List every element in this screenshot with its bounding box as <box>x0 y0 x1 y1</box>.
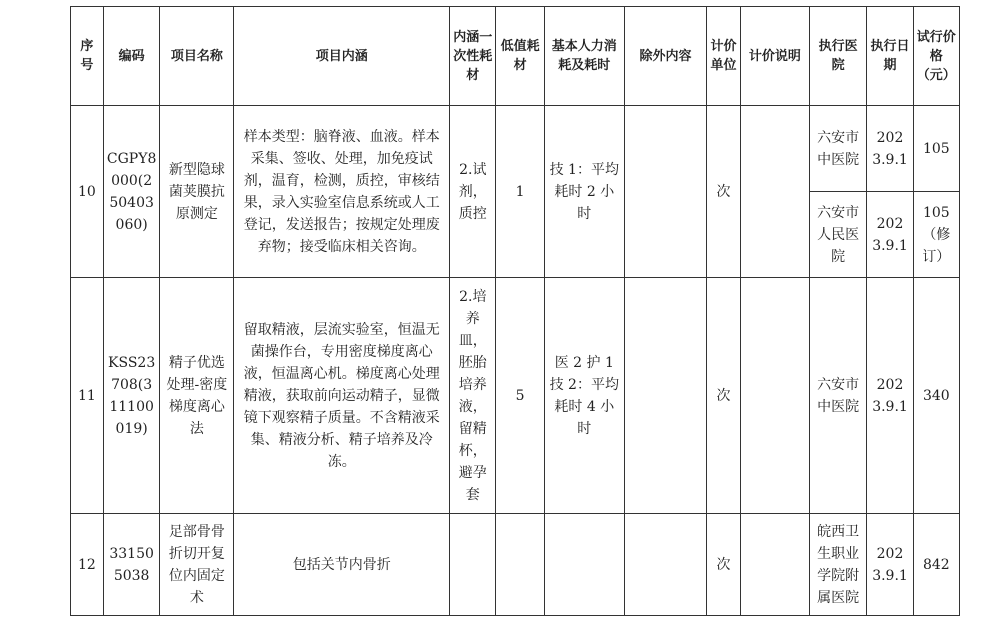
cell-content: 包括关节内骨折 <box>234 514 450 616</box>
cell-name: 足部骨骨折切开复位内固定术 <box>160 514 234 616</box>
cell-low-value: 5 <box>496 278 544 514</box>
cell-hospital: 六安市中医院 <box>809 106 867 192</box>
cell-seq: 10 <box>71 106 104 278</box>
cell-labor <box>544 514 624 616</box>
cell-date: 2023.9.1 <box>867 278 913 514</box>
header-note: 计价说明 <box>741 7 810 106</box>
cell-price: 340 <box>913 278 959 514</box>
table-row <box>71 514 960 616</box>
cell-disposable: 2.培养皿，胚胎培养液，留精杯，避孕套 <box>450 278 496 514</box>
cell-disposable <box>450 514 496 616</box>
header-unit: 计价单位 <box>707 7 741 106</box>
cell-unit: 次 <box>707 278 741 514</box>
cell-price: 105（修订） <box>913 192 959 278</box>
cell-seq: 12 <box>71 514 104 616</box>
cell-content: 留取精液，层流实验室，恒温无菌操作台，专用密度梯度离心液，恒温离心机。梯度离心处理精液，获取前向运动精子，显微镜下观察精子质量。不含精液采集、精液分析、精子培养及冷冻。 <box>234 278 450 514</box>
cell-labor: 医 2 护 1 技 2：平均耗时 4 小时 <box>544 278 624 514</box>
cell-price: 842 <box>913 514 959 616</box>
header-excluded: 除外内容 <box>624 7 706 106</box>
header-labor: 基本人力消耗及耗时 <box>544 7 624 106</box>
cell-note <box>741 514 810 616</box>
header-date: 执行日期 <box>867 7 913 106</box>
cell-low-value: 1 <box>496 106 544 278</box>
price-table <box>70 6 960 616</box>
cell-excluded <box>624 278 706 514</box>
cell-excluded <box>624 514 706 616</box>
header-code: 编码 <box>103 7 160 106</box>
cell-note <box>741 278 810 514</box>
cell-name: 新型隐球菌荚膜抗原测定 <box>160 106 234 278</box>
cell-hospital: 皖西卫生职业学院附属医院 <box>809 514 867 616</box>
cell-low-value <box>496 514 544 616</box>
cell-code: KSS23708(311100019) <box>103 278 160 514</box>
cell-code: CGPY8000(250403060) <box>103 106 160 278</box>
cell-disposable: 2.试剂，质控 <box>450 106 496 278</box>
header-disposable: 内涵一次性耗材 <box>450 7 496 106</box>
header-content: 项目内涵 <box>234 7 450 106</box>
cell-name: 精子优选处理-密度梯度离心法 <box>160 278 234 514</box>
header-hospital: 执行医院 <box>809 7 867 106</box>
cell-date: 2023.9.1 <box>867 106 913 192</box>
table-row <box>71 106 960 192</box>
header-row <box>71 7 960 106</box>
header-low-value: 低值耗材 <box>496 7 544 106</box>
cell-note <box>741 106 810 278</box>
cell-excluded <box>624 106 706 278</box>
cell-date: 2023.9.1 <box>867 192 913 278</box>
header-price: 试行价格（元） <box>913 7 959 106</box>
cell-code: 331505038 <box>103 514 160 616</box>
cell-content: 样本类型：脑脊液、血液。样本采集、签收、处理，加免疫试剂，温育，检测，质控，审核结果，录入实验室信息系统或人工登记，发送报告；按规定处理废弃物；接受临床相关咨询。 <box>234 106 450 278</box>
header-seq: 序号 <box>71 7 104 106</box>
cell-hospital: 六安市人民医院 <box>809 192 867 278</box>
cell-unit: 次 <box>707 106 741 278</box>
cell-seq: 11 <box>71 278 104 514</box>
cell-price: 105 <box>913 106 959 192</box>
table-row <box>71 278 960 514</box>
cell-hospital: 六安市中医院 <box>809 278 867 514</box>
cell-unit: 次 <box>707 514 741 616</box>
cell-date: 2023.9.1 <box>867 514 913 616</box>
cell-labor: 技 1：平均耗时 2 小时 <box>544 106 624 278</box>
header-name: 项目名称 <box>160 7 234 106</box>
